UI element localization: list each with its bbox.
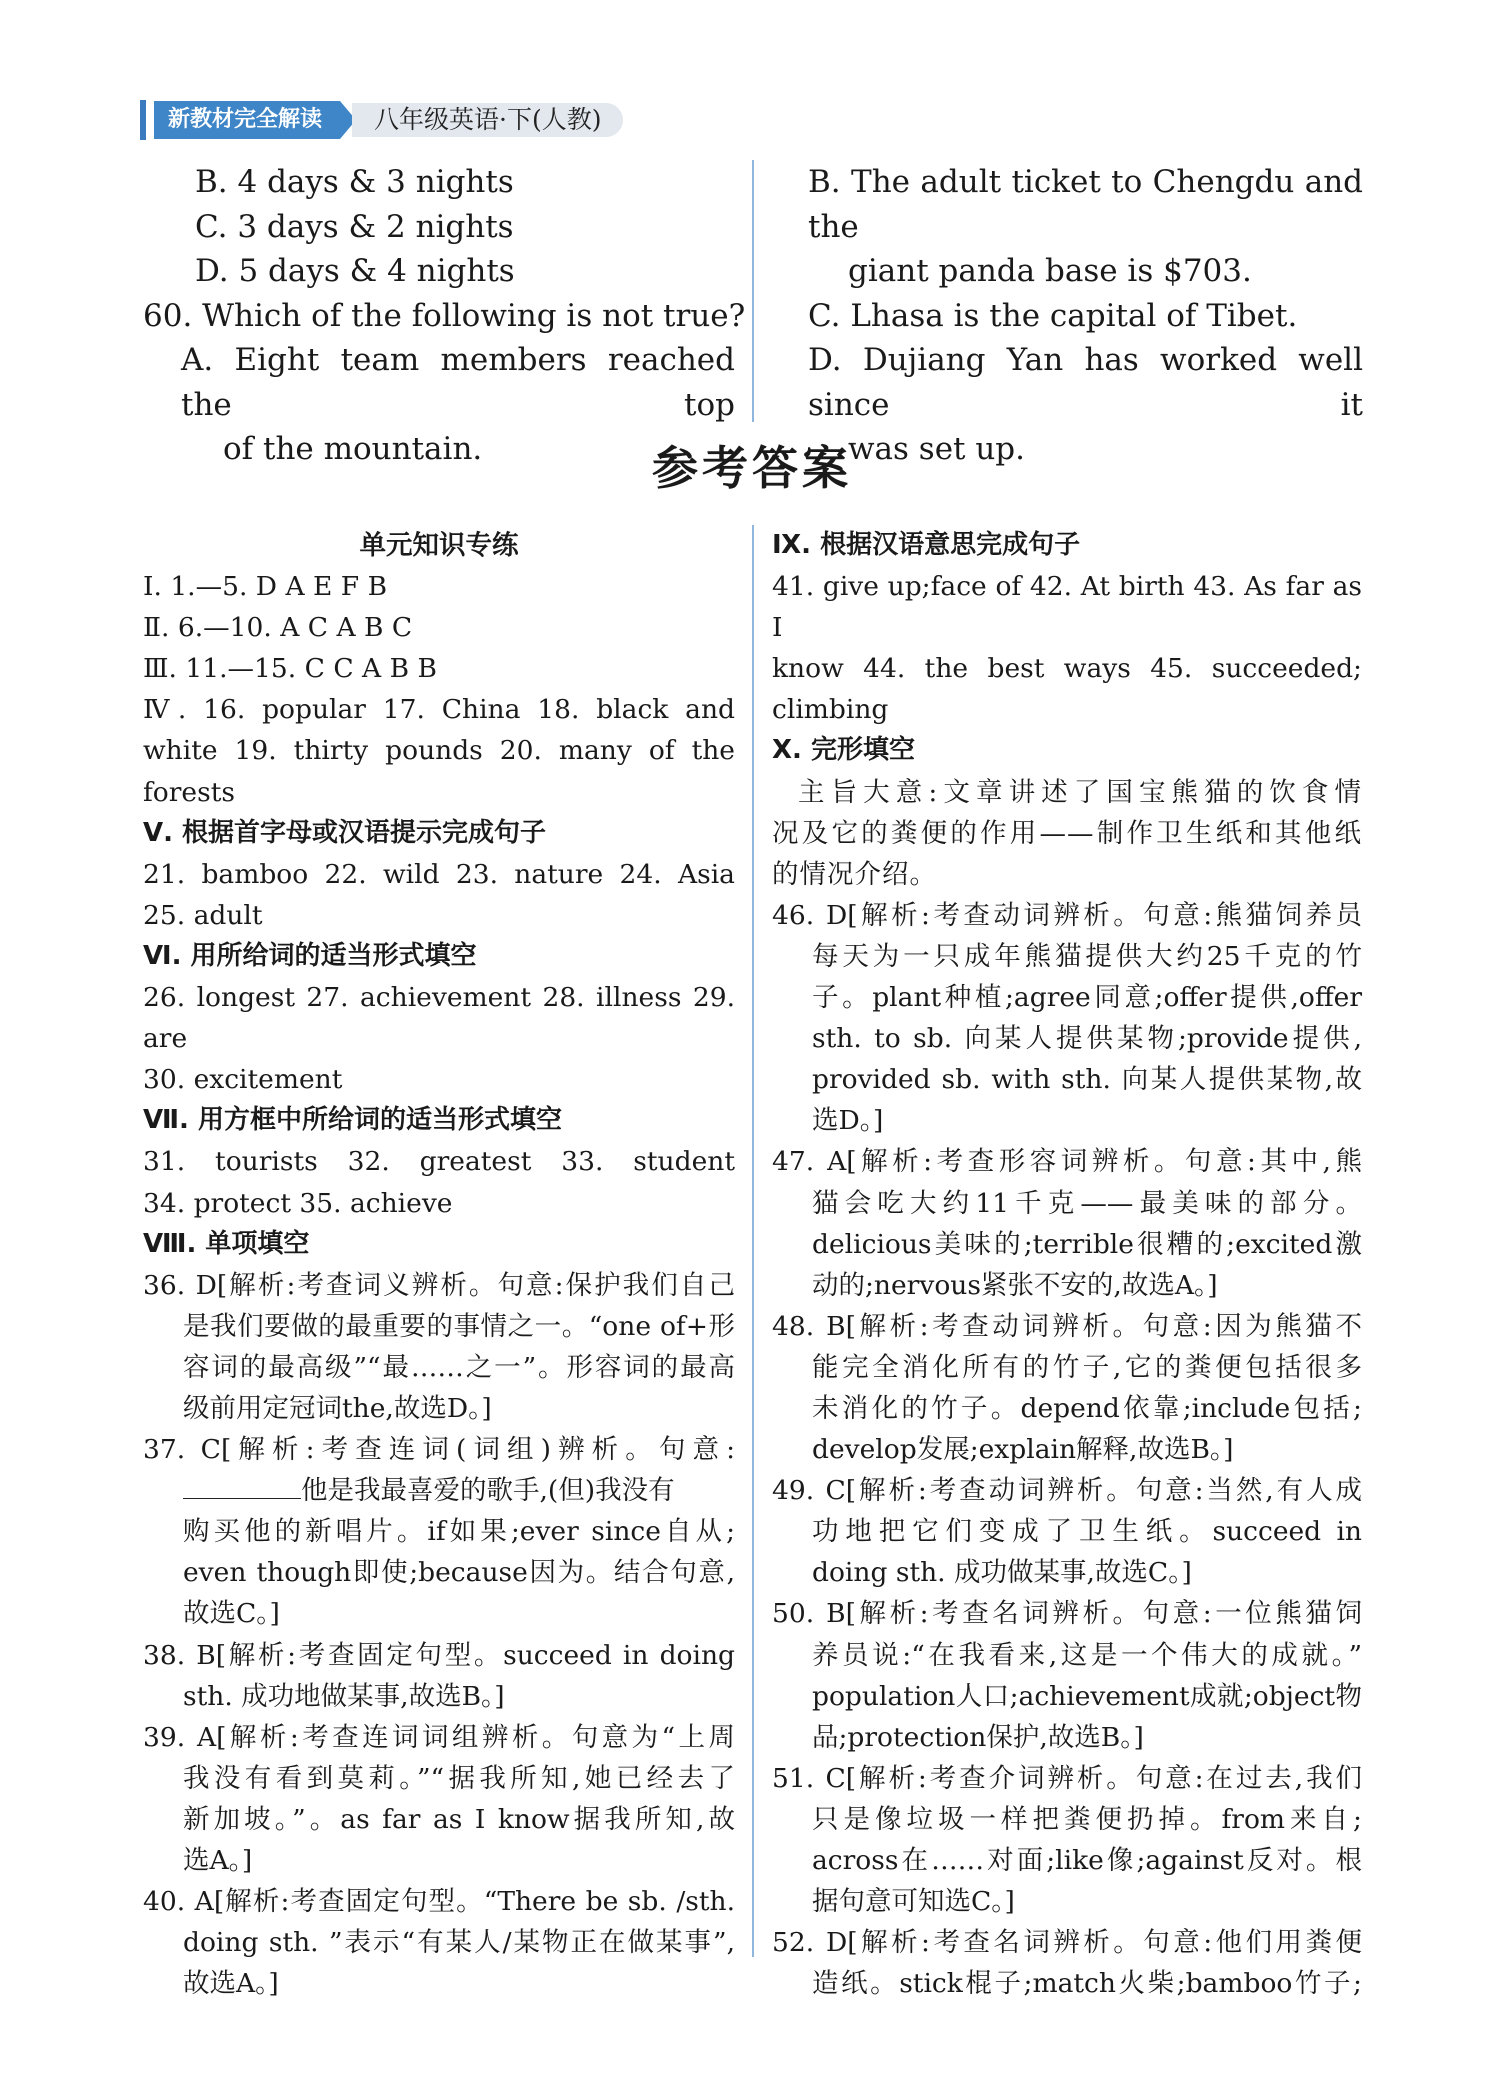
answer-line: 46. D[解析:考查动词辨析。句意:熊猫饲养员 [772, 899, 1362, 931]
answer-line: 选A。] [183, 1845, 253, 1876]
header-subtitle: 八年级英语·下(人教) [352, 103, 623, 137]
answer-line: 34. protect 35. achieve [143, 1187, 453, 1219]
question-right-column [808, 160, 1363, 472]
answer-line: delicious美味的;terrible很糟的;excited激 [812, 1228, 1362, 1260]
answer-line: 我没有看到莫莉。”“据我所知,她已经去了 [183, 1762, 735, 1794]
answer-line: 能完全消化所有的竹子,它的粪便包括很多 [812, 1351, 1362, 1383]
answer-line: develop发展;explain解释,故选B。] [812, 1434, 1234, 1466]
answer-line: Ⅱ. 6.—10. A C A B C [143, 612, 413, 644]
answer-line: Ⅳ. 16. popular 17. China 18. black and [143, 694, 735, 726]
option-line: giant panda base is $703. [848, 253, 1252, 289]
section-heading: Ⅹ. 完形填空 [772, 735, 915, 766]
answer-line: 26. longest 27. achievement 28. illness 29. are [143, 982, 735, 1055]
answer-line: 动的;nervous紧张不安的,故选A。] [812, 1269, 1218, 1301]
answer-line: sth. to sb. 向某人提供某物;provide提供, [812, 1023, 1362, 1055]
answer-line: forests [143, 776, 235, 808]
question-line: 60. Which of the following is not true? [143, 297, 746, 334]
answer-line: 47. A[解析:考查形容词辨析。句意:其中,熊 [772, 1146, 1362, 1178]
option-line: C. Lhasa is the capital of Tibet. [808, 297, 1298, 334]
answer-line: Ⅲ. 11.—15. C C A B B [143, 653, 437, 685]
answer-line-with-blank [143, 1470, 735, 1511]
answer-line: sth. 成功地做某事,故选B。] [183, 1680, 505, 1712]
header-series-label: 新教材完全解读 [154, 101, 340, 139]
option-line: C. 3 days & 2 nights [195, 208, 514, 245]
answer-line: 49. C[解析:考查动词辨析。句意:当然,有人成 [772, 1475, 1362, 1507]
option-line: was set up. [848, 431, 1026, 467]
answer-line: 养员说:“在我看来,这是一个伟大的成就。” [812, 1639, 1362, 1671]
answer-line: 只是像垃圾一样把粪便扔掉。from来自; [812, 1803, 1362, 1835]
answer-line: 未消化的竹子。depend依靠;include包括; [812, 1392, 1362, 1424]
option-line: of the mountain. [223, 431, 483, 467]
answer-line: 51. C[解析:考查介词辨析。句意:在过去,我们 [772, 1762, 1362, 1794]
section-heading: Ⅶ. 用方框中所给词的适当形式填空 [143, 1105, 562, 1136]
answer-line: 41. give up;face of 42. At birth 43. As far as I [772, 571, 1362, 644]
option-line: D. Dujiang Yan has worked well since it [808, 342, 1363, 423]
summary-line: 况及它的粪便的作用——制作卫生纸和其他纸 [772, 817, 1362, 849]
column-divider-top [752, 160, 754, 422]
answer-line: 新加坡。”。as far as I know据我所知,故 [183, 1803, 735, 1835]
answer-line: know 44. the best ways 45. succeeded; [772, 653, 1362, 685]
answer-line: 购买他的新唱片。if如果;ever since自从; [183, 1516, 735, 1548]
option-line: A. Eight team members reached the top [181, 342, 735, 423]
answer-line: 40. A[解析:考查固定句型。“There be sb. /sth. [143, 1886, 735, 1918]
page-header [140, 100, 623, 140]
answer-line-text: 他是我最喜爱的歌手,(但)我没有 [301, 1475, 675, 1507]
summary-line: 的情况介绍。 [772, 858, 937, 890]
answer-line: 容词的最高级”“最……之一”。形容词的最高 [183, 1351, 735, 1383]
answer-line: 每天为一只成年熊猫提供大约25千克的竹 [812, 940, 1362, 972]
option-line: B. The adult ticket to Chengdu and the [808, 164, 1363, 245]
answer-line: 36. D[解析:考查词义辨析。句意:保护我们自己 [143, 1269, 735, 1301]
answer-line: 39. A[解析:考查连词词组辨析。句意为“上周 [143, 1721, 735, 1753]
answer-line: 50. B[解析:考查名词辨析。句意:一位熊猫饲 [772, 1598, 1362, 1630]
answer-line: 功地把它们变成了卫生纸。succeed in [812, 1516, 1362, 1548]
answer-line: 21. bamboo 22. wild 23. nature 24. Asia [143, 858, 735, 890]
answer-line: population人口;achievement成就;object物 [812, 1680, 1362, 1712]
section-heading: Ⅵ. 用所给词的适当形式填空 [143, 940, 477, 971]
answer-line: 造纸。stick棍子;match火柴;bamboo竹子; [812, 1968, 1362, 2000]
answer-line: 猫会吃大约11千克——最美味的部分。 [812, 1187, 1362, 1219]
answer-line: doing sth. 成功做某事,故选C。] [812, 1557, 1192, 1589]
answer-line: white 19. thirty pounds 20. many of the [143, 735, 735, 767]
answer-line: 31. tourists 32. greatest 33. student [143, 1146, 735, 1178]
answer-line: 30. excitement [143, 1064, 343, 1096]
option-line: D. 5 days & 4 nights [195, 253, 515, 289]
answer-line: 52. D[解析:考查名词辨析。句意:他们用粪便 [772, 1927, 1362, 1959]
answer-line: 48. B[解析:考查动词辨析。句意:因为熊猫不 [772, 1310, 1362, 1342]
answer-line: 级前用定冠词the,故选D。] [183, 1392, 492, 1424]
question-left-column [143, 160, 746, 472]
answer-line: 25. adult [143, 899, 263, 931]
section-heading: 单元知识专练 [359, 530, 519, 561]
answer-line: doing sth. ”表示“有某人/某物正在做某事”, [183, 1927, 735, 1959]
answers-right-column [772, 525, 1362, 2004]
option-line: B. 4 days & 3 nights [195, 164, 514, 200]
section-heading: Ⅴ. 根据首字母或汉语提示完成句子 [143, 817, 547, 848]
column-divider-answers [752, 525, 754, 1957]
answer-line: 品;protection保护,故选B。] [812, 1721, 1144, 1753]
fill-blank [183, 1472, 301, 1499]
answer-line: 据句意可知选C。] [812, 1886, 1015, 1918]
answer-line: 选D。] [812, 1105, 884, 1137]
answer-line: 38. B[解析:考查固定句型。succeed in doing [143, 1639, 735, 1671]
summary-line: 主旨大意:文章讲述了国宝熊猫的饮食情 [798, 776, 1362, 808]
answers-title: 参考答案 [652, 441, 852, 495]
answers-left-column [143, 525, 735, 2004]
answer-line: even though即使;because因为。结合句意, [183, 1557, 735, 1589]
section-heading: Ⅸ. 根据汉语意思完成句子 [772, 530, 1081, 560]
answer-line: climbing [772, 694, 889, 726]
answer-line: 37. C[解析:考查连词(词组)辨析。句意: [143, 1434, 735, 1466]
answer-line: provided sb. with sth. 向某人提供某物,故 [812, 1064, 1362, 1096]
answer-line: Ⅰ. 1.—5. D A E F B [143, 571, 388, 603]
answer-line: 故选A。] [183, 1968, 279, 2000]
answer-line: 故选C。] [183, 1598, 280, 1630]
answer-line: across在……对面;like像;against反对。根 [812, 1845, 1362, 1876]
section-heading: Ⅷ. 单项填空 [143, 1228, 310, 1259]
header-accent-bar [140, 100, 146, 140]
answer-line: 子。plant种植;agree同意;offer提供,offer [812, 982, 1362, 1014]
answer-line: 是我们要做的最重要的事情之一。“one of+形 [183, 1310, 735, 1342]
